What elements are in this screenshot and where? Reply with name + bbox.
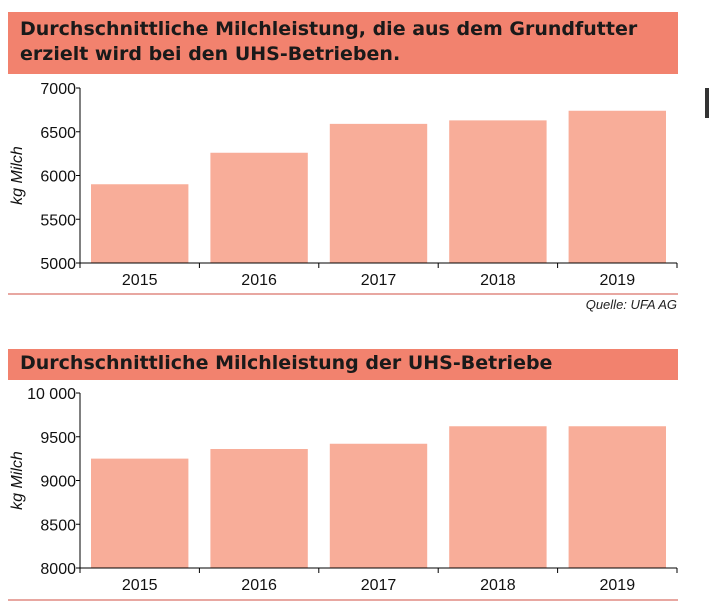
x-tick-label: 2016 <box>241 272 277 289</box>
y-tick-label: 6500 <box>40 124 76 142</box>
x-tick-label: 2018 <box>480 272 516 289</box>
y-tick-label: 10 000 <box>27 386 76 403</box>
bar-2015 <box>91 459 188 568</box>
y-tick-label: 5500 <box>40 212 76 230</box>
y-tick-label: 5000 <box>40 256 76 273</box>
y-tick-label: 7000 <box>40 81 76 98</box>
x-tick-label: 2017 <box>360 577 397 594</box>
y-tick-label: 9000 <box>40 473 76 491</box>
source-note: Quelle: UFA AG <box>585 297 677 312</box>
x-tick-label: 2019 <box>599 577 636 594</box>
y-tick-label: 9500 <box>40 429 76 447</box>
bar-2018 <box>449 426 546 568</box>
chart1-title: Durchschnittliche Milchleistung, die aus dem Grundfutter erzielt wird bei den UHS-Betrieben. <box>8 12 678 74</box>
x-tick-label: 2018 <box>480 577 516 594</box>
bar-2017 <box>330 444 427 568</box>
x-tick-label: 2017 <box>360 272 397 289</box>
x-tick-label: 2015 <box>121 577 158 594</box>
x-tick-label: 2015 <box>121 272 158 289</box>
y-axis-label: kg Milch <box>9 146 26 205</box>
x-tick-label: 2016 <box>241 577 277 594</box>
bar-2016 <box>210 449 307 568</box>
bar-2019 <box>569 426 666 568</box>
y-tick-label: 6000 <box>40 168 76 186</box>
chart2-title: Durchschnittliche Milchleistung der UHS-Betriebe <box>8 349 678 380</box>
y-axis-label: kg Milch <box>9 451 26 510</box>
y-tick-label: 8000 <box>40 561 76 578</box>
x-tick-label: 2019 <box>599 272 636 289</box>
y-tick-label: 8500 <box>40 517 76 535</box>
